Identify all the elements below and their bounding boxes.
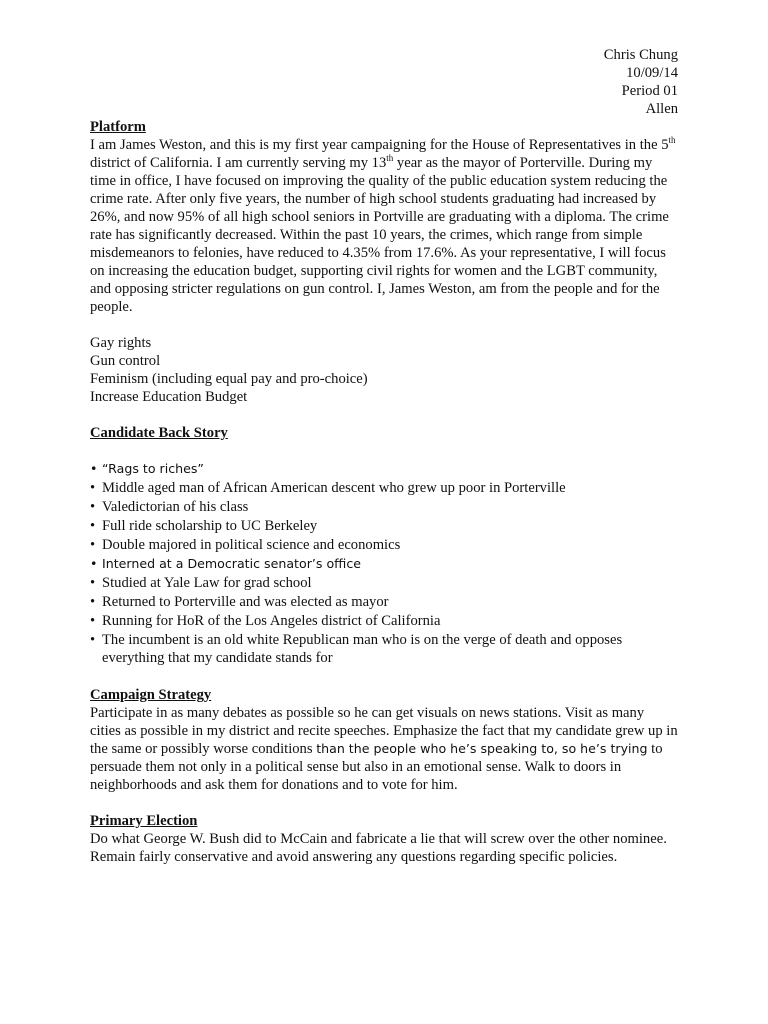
strategy-text-2: than the people who he’s speaking to, so he’s trying [316, 741, 648, 756]
teacher-name: Allen [645, 101, 678, 117]
backstory-item: • “Rags to riches” [90, 460, 678, 478]
backstory-item: • The incumbent is an old white Republican man who is on the verge of death and opposes everything that my candidate stands for [90, 631, 678, 667]
backstory-item: • Middle aged man of African American descent who grew up poor in Porterville [90, 479, 678, 497]
backstory-item: • Running for HoR of the Los Angeles district of California [90, 612, 678, 630]
strategy-paragraph [90, 704, 678, 794]
platform-text-2: district of California. I am currently serving my 13 [90, 155, 387, 171]
spacer [90, 668, 678, 686]
document-date: 10/09/14 [626, 65, 678, 81]
spacer [90, 442, 678, 460]
platform-heading: Platform [90, 119, 146, 135]
issues-list [90, 334, 678, 406]
backstory-heading: Candidate Back Story [90, 425, 228, 441]
document-page [90, 46, 678, 866]
spacer [90, 406, 678, 424]
platform-text-1: I am James Weston, and this is my first year campaigning for the House of Representatives in the [90, 137, 662, 153]
spacer [90, 794, 678, 812]
backstory-list [90, 460, 678, 667]
strategy-text-3: to persuade them not only in a political sense but also in an emotional sense. Walk to doors in neighborhoods and ask them for donations and to vote for him. [90, 741, 663, 793]
ordinal-suffix-2: th [386, 153, 394, 164]
backstory-item: • Returned to Porterville and was elected as mayor [90, 593, 678, 611]
header-block [90, 46, 678, 118]
spacer [90, 316, 678, 334]
issue-item: Increase Education Budget [90, 389, 248, 405]
issue-item: Feminism (including equal pay and pro-choice) [90, 371, 368, 387]
ordinal-suffix-1: th [668, 135, 676, 146]
strategy-text-1: Participate in as many debates as possible so he can get visuals on news stations. Visit as many cities as possible in my district and recite speeches. Emphasize the fact that my candidate grew up in the same or possibly worse conditions [90, 705, 678, 757]
issue-item: Gay rights [90, 335, 152, 351]
issue-item: Gun control [90, 353, 161, 369]
strategy-heading: Campaign Strategy [90, 687, 212, 703]
backstory-item: • Interned at a Democratic senator’s office [90, 555, 678, 573]
author-name: Chris Chung [603, 47, 678, 63]
primary-heading: Primary Election [90, 813, 198, 829]
backstory-item: • Studied at Yale Law for grad school [90, 574, 678, 592]
platform-paragraph [90, 136, 678, 316]
class-period: Period 01 [621, 83, 678, 99]
backstory-item: • Full ride scholarship to UC Berkeley [90, 517, 678, 535]
platform-text-3: year as the mayor of Porterville. During my time in office, I have focused on improving the quality of the public education system reducing the crime rate. After only five years, the number of high school students graduating had increased by 26%, and now 95% of all high school seniors in Portville are graduating with a diploma. The crime rate has significantly decreased. Within the past 10 years, the crimes, which range from simple misdemeanors to felonies, have reduced to 4.35% from 17.6%. As your representative, I will focus on increasing the education budget, supporting civil rights for women and the LGBT community, and opposing stricter regulations on gun control. I, James Weston, am from the people and for the people. [90, 155, 669, 315]
primary-paragraph: Do what George W. Bush did to McCain and fabricate a lie that will screw over the other nominee. Remain fairly conservative and avoid answering any questions regarding specific policies. [90, 831, 667, 865]
district-number: 5 [661, 137, 669, 153]
backstory-item: • Double majored in political science and economics [90, 536, 678, 554]
backstory-item: • Valedictorian of his class [90, 498, 678, 516]
